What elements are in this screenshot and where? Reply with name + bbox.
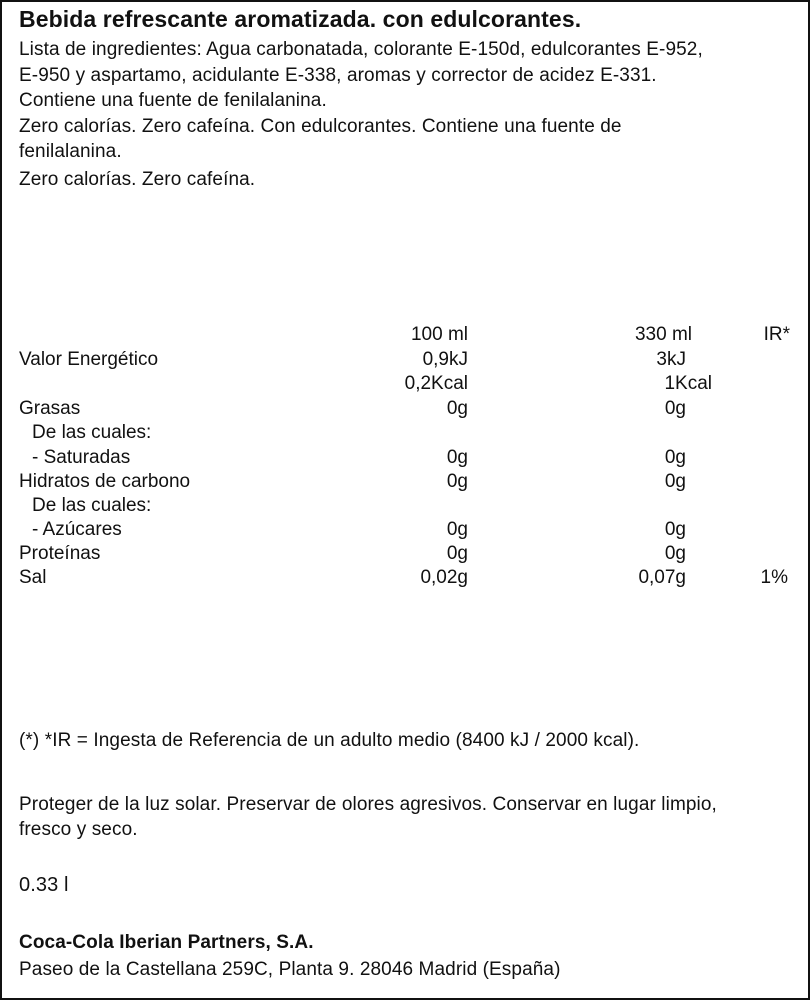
product-title: Bebida refrescante aromatizada. con edulcorantes. [19,6,582,32]
row-value-330ml: 0,07g [638,567,686,588]
row-value-100ml: 0,9kJ [422,349,468,370]
row-label: De las cuales: [32,422,152,443]
claims-line-2: fenilalanina. [19,141,122,162]
table-row [2,542,808,566]
ingredients-line-3: Contiene una fuente de fenilalanina. [19,90,327,111]
table-row [2,372,808,396]
header-330ml: 330 ml [634,324,692,345]
footnote: (*) *IR = Ingesta de Referencia de un adulto medio (8400 kJ / 2000 kcal). [19,730,640,751]
row-value-100ml: 0g [446,398,468,419]
row-value-100ml: 0g [446,471,468,492]
table-row [2,566,808,590]
ingredients-line-1: Lista de ingredientes: Agua carbonatada, colorante E-150d, edulcorantes E-952, [19,39,703,60]
row-value-100ml: 0g [446,543,468,564]
header-ir: IR* [763,324,790,345]
row-label: Grasas [19,398,81,419]
volume: 0.33 l [19,874,69,896]
row-value-100ml: 0,02g [420,567,468,588]
company-address: Paseo de la Castellana 259C, Planta 9. 28046 Madrid (España) [19,959,561,980]
company-name: Coca-Cola Iberian Partners, S.A. [19,932,314,953]
row-value-330ml: 0g [664,543,686,564]
header-100ml: 100 ml [410,324,468,345]
row-value-330ml: 0g [664,519,686,540]
row-value-100ml: 0g [446,447,468,468]
row-label: - Azúcares [32,519,122,540]
table-row [2,494,808,518]
table-row [2,518,808,542]
row-label: Proteínas [19,543,101,564]
row-value-100ml: 0,2Kcal [404,373,468,394]
row-label: - Saturadas [32,447,131,468]
row-value-330ml: 3kJ [656,349,686,370]
row-label: De las cuales: [32,495,152,516]
claims-line-1: Zero calorías. Zero cafeína. Con edulcorantes. Contiene una fuente de [19,116,622,137]
row-label: Hidratos de carbono [19,471,191,492]
ingredients-line-2: E-950 y aspartamo, acidulante E-338, aromas y corrector de acidez E-331. [19,65,657,86]
row-value-100ml: 0g [446,519,468,540]
claims-short: Zero calorías. Zero cafeína. [19,169,256,190]
table-row [2,421,808,445]
table-row [2,348,808,372]
row-value-330ml: 0g [664,471,686,492]
row-value-330ml: 1Kcal [664,373,712,394]
table-row [2,470,808,494]
row-value-330ml: 0g [664,447,686,468]
row-label: Sal [19,567,47,588]
table-row [2,446,808,470]
row-label: Valor Energético [19,349,159,370]
row-value-330ml: 0g [664,398,686,419]
nutrition-header-row [2,323,808,347]
storage-line-1: Proteger de la luz solar. Preservar de olores agresivos. Conservar en lugar limpio, [19,794,717,815]
table-row [2,397,808,421]
storage-line-2: fresco y seco. [19,819,138,840]
row-value-ir: 1% [760,567,788,588]
